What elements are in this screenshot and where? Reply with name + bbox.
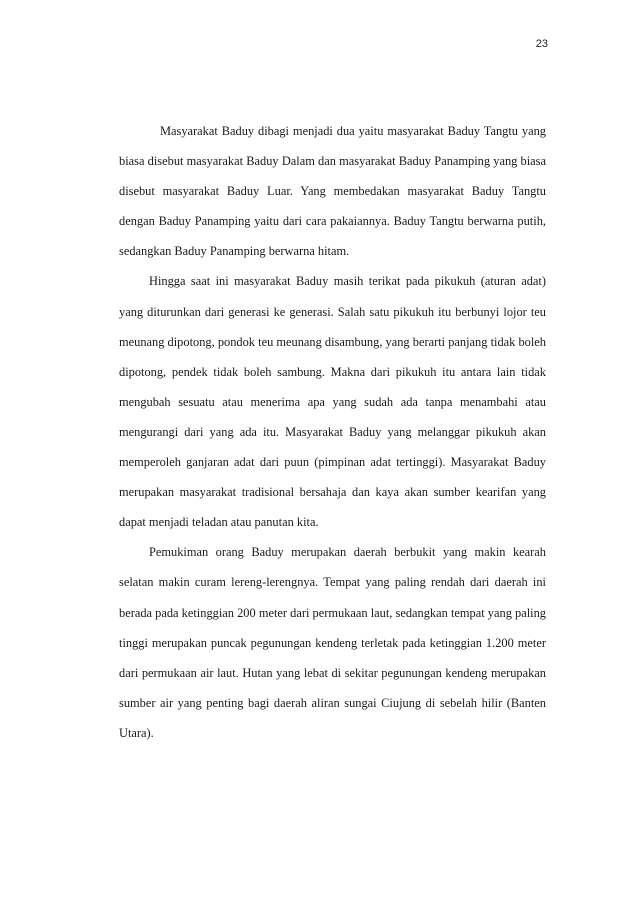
- paragraph-baduy-groups: Masyarakat Baduy dibagi menjadi dua yaitu masyarakat Baduy Tangtu yang biasa disebut masyarakat Baduy Dalam dan masyarakat Baduy Panamping yang biasa disebut masyarakat Baduy Luar. Yang membedakan masyarakat Baduy Tangtu dengan Baduy Panamping yaitu dari cara pakaiannya. Baduy Tangtu berwarna putih, sedangkan Baduy Panamping berwarna hitam.: [119, 124, 546, 259]
- paragraph-pikukuh: Hingga saat ini masyarakat Baduy masih terikat pada pikukuh (aturan adat) yang diturunkan dari generasi ke generasi. Salah satu pikukuh itu berbunyi lojor teu meunang dipotong, pondok teu meunang disambung, yang berarti panjang tidak boleh dipotong, pendek tidak boleh sambung. Makna dari pikukuh itu antara lain tidak mengubah sesuatu atau menerima apa yang sudah ada tanpa menambahi atau mengurangi dari yang ada itu. Masyarakat Baduy yang melanggar pikukuh akan memperoleh ganjaran adat dari puun (pimpinan adat tertinggi). Masyarakat Baduy merupakan masyarakat tradisional bersahaja dan kaya akan sumber kearifan yang dapat menjadi teladan atau panutan kita.: [119, 274, 546, 530]
- body-text: [119, 116, 546, 748]
- page-number: 23: [535, 38, 548, 50]
- paragraph-settlement: Pemukiman orang Baduy merupakan daerah berbukit yang makin kearah selatan makin curam lereng-lerengnya. Tempat yang paling rendah dari daerah ini berada pada ketinggian 200 meter dari permukaan laut, sedangkan tempat yang paling tinggi merupakan puncak pegunungan kendeng terletak pada ketinggian 1.200 meter dari permukaan air laut. Hutan yang lebat di sekitar pegunungan kendeng merupakan sumber air yang penting bagi daerah aliran sungai Ciujung di sebelah hilir (Banten Utara).: [119, 545, 546, 740]
